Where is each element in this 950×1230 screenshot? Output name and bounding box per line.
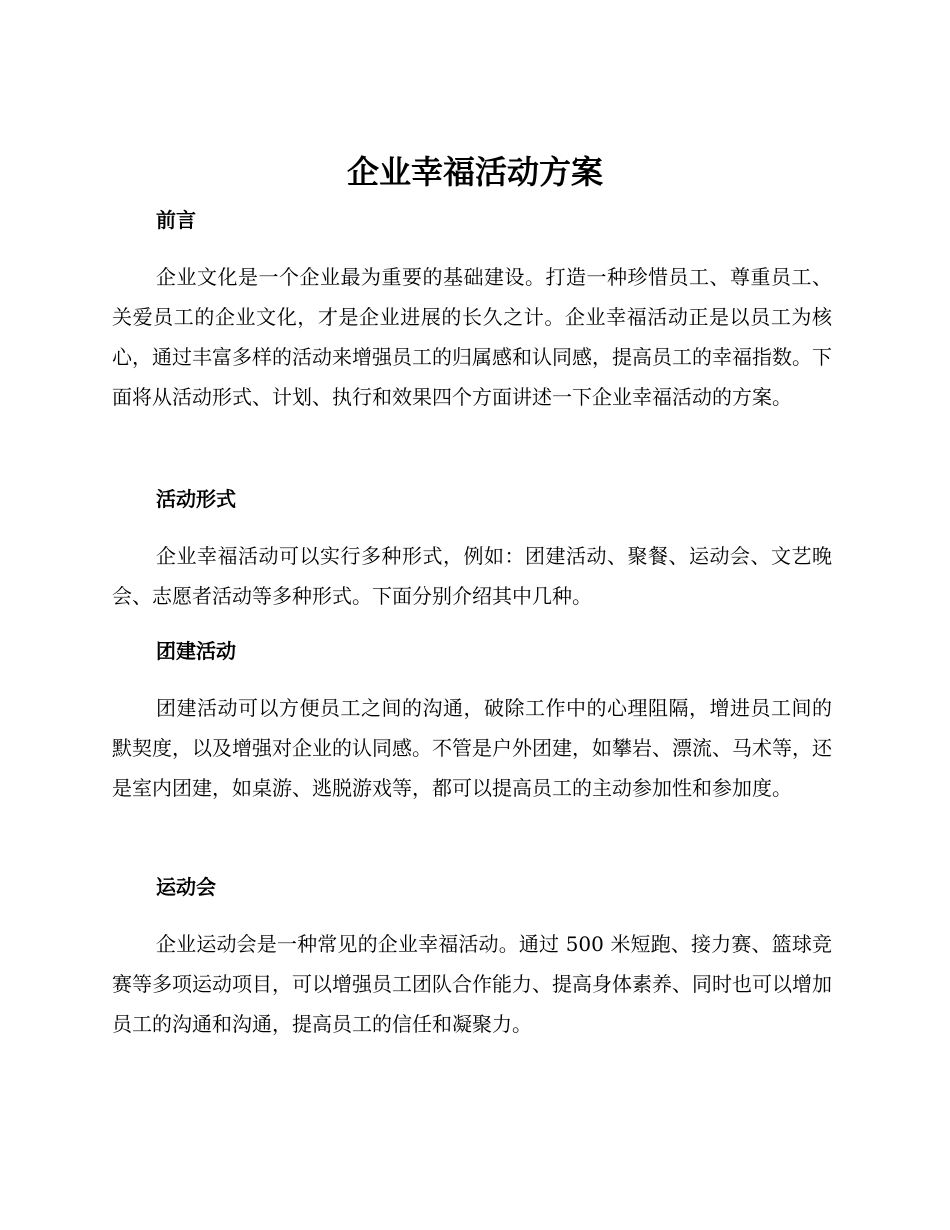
section-heading: 团建活动 [156, 639, 236, 663]
section-sports-meet [112, 872, 832, 1044]
section-body: 企业幸福活动可以实行多种形式，例如：团建活动、聚餐、运动会、文艺晚会、志愿者活动等多种形式。下面分别介绍其中几种。 [112, 544, 832, 608]
section-team-building [112, 636, 832, 808]
section-heading: 前言 [156, 208, 196, 232]
section-heading: 活动形式 [156, 487, 236, 511]
section-body: 团建活动可以方便员工之间的沟通，破除工作中的心理阻隔，增进员工间的默契度，以及增强对企业的认同感。不管是户外团建，如攀岩、漂流、马术等，还是室内团建，如桌游、逃脱游戏等，都可以提高员工的主动参加性和参加度。 [112, 696, 832, 800]
section-body: 企业文化是一个企业最为重要的基础建设。打造一种珍惜员工、尊重员工、关爱员工的企业文化，才是企业进展的长久之计。企业幸福活动正是以员工为核心，通过丰富多样的活动来增强员工的归属感和认同感，提高员工的幸福指数。下面将从活动形式、计划、执行和效果四个方面讲述一下企业幸福活动的方案。 [112, 265, 832, 409]
section-activity-forms [112, 484, 832, 616]
section-preface [112, 205, 832, 417]
section-body: 企业运动会是一种常见的企业幸福活动。通过 500 米短跑、接力赛、篮球竞赛等多项运动项目，可以增强员工团队合作能力、提高身体素养、同时也可以增加员工的沟通和沟通，提高员工的信任和凝聚力。 [112, 932, 832, 1036]
document-title: 企业幸福活动方案 [346, 153, 603, 191]
section-heading: 运动会 [156, 875, 216, 899]
